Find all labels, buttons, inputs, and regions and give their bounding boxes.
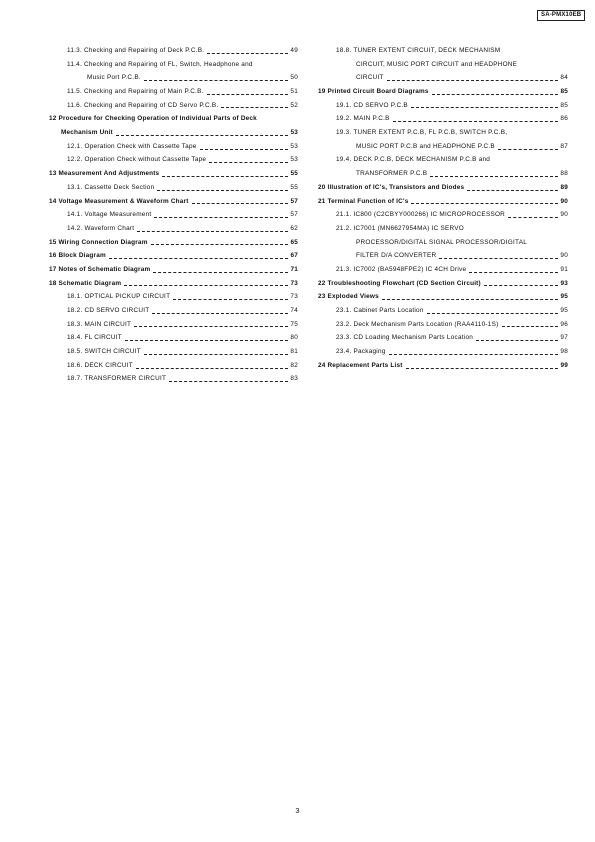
- toc-page-number: 80: [290, 334, 298, 342]
- toc-section-entry[interactable]: [318, 181, 568, 195]
- toc-subsection-entry[interactable]: [318, 345, 568, 359]
- toc-entry-line: [67, 222, 298, 236]
- toc-entry-line: [67, 331, 298, 345]
- toc-subsection-entry[interactable]: [318, 318, 568, 332]
- toc-subsection-entry[interactable]: [318, 331, 568, 345]
- toc-entry-line: [49, 112, 298, 126]
- toc-subsection-entry[interactable]: [318, 208, 568, 222]
- dot-leader: [134, 326, 288, 327]
- toc-column-left: [49, 44, 298, 386]
- dot-leader: [476, 340, 558, 341]
- toc-section-entry[interactable]: [49, 195, 298, 209]
- toc-page-number: 49: [290, 46, 298, 54]
- toc-entry-line: [67, 44, 298, 58]
- toc-entry-title: 11.5. Checking and Repairing of Main P.C.B.: [67, 88, 204, 96]
- dot-leader: [137, 231, 288, 232]
- toc-entry-line: [49, 263, 298, 277]
- toc-entry-title: 18.1. OPTICAL PICKUP CIRCUIT: [67, 293, 171, 301]
- toc-entry-title: 12 Procedure for Checking Operation of Individual Parts of Deck: [49, 115, 257, 123]
- dot-leader: [502, 326, 559, 327]
- dot-leader: [427, 313, 559, 314]
- dot-leader: [109, 258, 289, 259]
- toc-page-number: 81: [290, 348, 298, 356]
- toc-entry-line: [336, 345, 568, 359]
- dot-leader: [151, 244, 289, 245]
- toc-entry-title: 21.3. IC7002 (BA5948FPE2) IC 4CH Drive: [336, 265, 467, 273]
- toc-entry-line: [336, 126, 568, 140]
- dot-leader: [393, 121, 559, 122]
- toc-subsection-entry[interactable]: [318, 44, 568, 85]
- dot-leader: [192, 203, 289, 204]
- toc-section-entry[interactable]: [49, 112, 298, 139]
- toc-entry-title: 13 Measurement And Adjustments: [49, 170, 160, 178]
- toc-entry-line: [336, 71, 568, 85]
- dot-leader: [116, 135, 289, 136]
- toc-entry-line: [49, 249, 298, 263]
- toc-section-entry[interactable]: [49, 167, 298, 181]
- toc-subsection-entry[interactable]: [318, 304, 568, 318]
- toc-entry-line: [336, 236, 568, 250]
- dot-leader: [169, 381, 288, 382]
- toc-subsection-entry[interactable]: [49, 99, 298, 113]
- toc-subsection-entry[interactable]: [318, 154, 568, 181]
- toc-entry-title: 16 Block Diagram: [49, 252, 106, 260]
- dot-leader: [136, 368, 288, 369]
- toc-entry-line: [67, 318, 298, 332]
- toc-subsection-entry[interactable]: [318, 99, 568, 113]
- dot-leader: [200, 149, 289, 150]
- dot-leader: [125, 340, 288, 341]
- dot-leader: [382, 299, 559, 300]
- toc-entry-title: MUSIC PORT P.C.B and HEADPHONE P.C.B: [356, 142, 495, 150]
- toc-page-number: 50: [290, 74, 298, 82]
- toc-entry-line: [318, 277, 568, 291]
- toc-subsection-entry[interactable]: [49, 140, 298, 154]
- toc-page-number: 53: [290, 156, 298, 164]
- toc-page-number: 98: [560, 348, 568, 356]
- toc-page-number: 53: [290, 142, 298, 150]
- toc-subsection-entry[interactable]: [49, 208, 298, 222]
- toc-entry-line: [67, 345, 298, 359]
- toc-page-number: 95: [560, 307, 568, 315]
- toc-section-entry[interactable]: [49, 263, 298, 277]
- toc-subsection-entry[interactable]: [49, 359, 298, 373]
- dot-leader: [467, 190, 558, 191]
- dot-leader: [411, 107, 558, 108]
- toc-entry-title: 19.2. MAIN P.C.B: [336, 115, 390, 123]
- toc-entry-line: [67, 140, 298, 154]
- toc-entry-line: [336, 99, 568, 113]
- toc-subsection-entry[interactable]: [318, 263, 568, 277]
- toc-entry-title: 11.6. Checking and Repairing of CD Servo P.C.B.: [67, 101, 219, 109]
- toc-entry-title: 14 Voltage Measurement & Waveform Chart: [49, 197, 189, 205]
- toc-entry-title: 19.4. DECK P.C.B, DECK MECHANISM P.C.B and: [336, 156, 491, 164]
- dot-leader: [162, 176, 288, 177]
- toc-entry-title: 21 Terminal Function of IC's: [318, 197, 409, 205]
- toc-page-number: 53: [290, 129, 298, 137]
- toc-entry-line: [318, 181, 568, 195]
- toc-entry-title: FILTER D/A CONVERTER: [356, 252, 437, 260]
- toc-page-number: 83: [290, 375, 298, 383]
- toc-subsection-entry[interactable]: [49, 154, 298, 168]
- toc-page-number: 74: [290, 307, 298, 315]
- toc-entry-line: [67, 154, 298, 168]
- toc-page-number: 90: [560, 197, 568, 205]
- toc-page-number: 71: [290, 265, 298, 273]
- toc-entry-title: CIRCUIT: [356, 74, 384, 82]
- toc-entry-title: TRANSFORMER P.C.B: [356, 170, 428, 178]
- toc-entry-title: 18 Schematic Diagram: [49, 279, 122, 287]
- toc-entry-line: [336, 318, 568, 332]
- toc-entry-line: [336, 154, 568, 168]
- toc-section-entry[interactable]: [49, 249, 298, 263]
- toc-page-number: 99: [560, 361, 568, 369]
- toc-page-number: 85: [560, 101, 568, 109]
- dot-leader: [124, 285, 288, 286]
- toc-page-number: 96: [560, 320, 568, 328]
- dot-leader: [157, 190, 288, 191]
- toc-entry-line: [49, 277, 298, 291]
- toc-entry-line: [336, 167, 568, 181]
- toc-subsection-entry[interactable]: [49, 44, 298, 58]
- toc-page-number: 55: [290, 170, 298, 178]
- dot-leader: [439, 258, 558, 259]
- toc-page-number: 95: [560, 293, 568, 301]
- toc-entry-title: 19.3. TUNER EXTENT P.C.B, FL P.C.B, SWITCH P.C.B,: [336, 129, 508, 137]
- toc-entry-title: 18.6. DECK CIRCUIT: [67, 361, 133, 369]
- toc-entry-line: [67, 85, 298, 99]
- toc-subsection-entry[interactable]: [49, 345, 298, 359]
- toc-entry-line: [67, 58, 298, 72]
- toc-subsection-entry[interactable]: [49, 304, 298, 318]
- toc-page-number: 55: [290, 183, 298, 191]
- dot-leader: [508, 217, 558, 218]
- toc-entry-line: [49, 236, 298, 250]
- toc-section-entry[interactable]: [49, 277, 298, 291]
- toc-section-entry[interactable]: [318, 85, 568, 99]
- toc-entry-line: [67, 304, 298, 318]
- toc-subsection-entry[interactable]: [49, 222, 298, 236]
- toc-page-number: 91: [560, 265, 568, 273]
- dot-leader: [144, 80, 289, 81]
- toc-entry-title: 23 Exploded Views: [318, 293, 379, 301]
- toc-page-number: 90: [560, 252, 568, 260]
- toc-entry-line: [67, 373, 298, 387]
- toc-entry-title: 18.4. FL CIRCUIT: [67, 334, 122, 342]
- toc-entry-title: 21.2. IC7001 (MN6627954MA) IC SERVO: [336, 224, 464, 232]
- toc-entry-title: Mechanism Unit: [61, 129, 113, 137]
- toc-entry-title: 13.1. Cassette Deck Section: [67, 183, 155, 191]
- dot-leader: [432, 94, 559, 95]
- toc-entry-title: 12.1. Operation Check with Cassette Tape: [67, 142, 197, 150]
- toc-entry-title: 11.3. Checking and Repairing of Deck P.C.B.: [67, 46, 205, 54]
- toc-subsection-entry[interactable]: [49, 181, 298, 195]
- toc-entry-line: [67, 290, 298, 304]
- toc-subsection-entry[interactable]: [49, 318, 298, 332]
- toc-entry-title: 19.1. CD SERVO P.C.B: [336, 101, 408, 109]
- toc-entry-line: [318, 85, 568, 99]
- toc-entry-line: [336, 331, 568, 345]
- toc-entry-title: 23.2. Deck Mechanism Parts Location (RAA4110-1S): [336, 320, 499, 328]
- toc-entry-title: 18.5. SWITCH CIRCUIT: [67, 348, 141, 356]
- dot-leader: [498, 149, 559, 150]
- dot-leader: [469, 272, 558, 273]
- dot-leader: [221, 107, 288, 108]
- toc-entry-title: 12.2. Operation Check without Cassette Tape: [67, 156, 207, 164]
- toc-page-number: 90: [560, 211, 568, 219]
- toc-page-number: 84: [560, 74, 568, 82]
- toc-page-number: 93: [560, 279, 568, 287]
- toc-page-number: 57: [290, 197, 298, 205]
- toc-entry-line: [336, 222, 568, 236]
- toc-page-number: 62: [290, 224, 298, 232]
- toc-entry-line: [67, 181, 298, 195]
- dot-leader: [152, 313, 288, 314]
- toc-entry-title: 18.8. TUNER EXTENT CIRCUIT, DECK MECHANISM: [336, 46, 501, 54]
- toc-subsection-entry[interactable]: [318, 222, 568, 263]
- toc-entry-title: 23.1. Cabinet Parts Location: [336, 307, 424, 315]
- toc-page-number: 67: [290, 252, 298, 260]
- toc-entry-line: [318, 290, 568, 304]
- toc-subsection-entry[interactable]: [49, 85, 298, 99]
- toc-subsection-entry[interactable]: [49, 290, 298, 304]
- toc-entry-title: 18.7. TRANSFORMER CIRCUIT: [67, 375, 167, 383]
- toc-subsection-entry[interactable]: [318, 112, 568, 126]
- dot-leader: [406, 368, 559, 369]
- toc-page-number: 85: [560, 88, 568, 96]
- toc-entry-line: [49, 195, 298, 209]
- toc-entry-title: 22 Troubleshooting Flowchart (CD Section Circuit): [318, 279, 481, 287]
- toc-entry-line: [336, 140, 568, 154]
- toc-entry-title: 19 Printed Circuit Board Diagrams: [318, 88, 429, 96]
- dot-leader: [207, 53, 288, 54]
- toc-page-number: 86: [560, 115, 568, 123]
- toc-entry-title: Music Port P.C.B.: [87, 74, 141, 82]
- toc-entry-title: 15 Wiring Connection Diagram: [49, 238, 148, 246]
- toc-entry-title: CIRCUIT, MUSIC PORT CIRCUIT and HEADPHONE: [356, 60, 518, 68]
- dot-leader: [153, 272, 288, 273]
- dot-leader: [387, 80, 559, 81]
- toc-section-entry[interactable]: [318, 277, 568, 291]
- toc-entry-title: 21.1. IC800 (C2CBYY000266) IC MICROPROCESSOR: [336, 211, 506, 219]
- toc-page-number: 82: [290, 361, 298, 369]
- dot-leader: [411, 203, 558, 204]
- toc-entry-title: 23.4. Packaging: [336, 348, 386, 356]
- dot-leader: [430, 176, 558, 177]
- toc-subsection-entry[interactable]: [49, 58, 298, 85]
- toc-entry-title: 11.4. Checking and Repairing of FL, Switch, Headphone and: [67, 60, 253, 68]
- dot-leader: [209, 162, 288, 163]
- toc-entry-title: 18.3. MAIN CIRCUIT: [67, 320, 132, 328]
- dot-leader: [207, 94, 289, 95]
- toc-page-number: 88: [560, 170, 568, 178]
- toc-page-number: 57: [290, 211, 298, 219]
- toc-entry-title: 14.2. Waveform Chart: [67, 224, 135, 232]
- toc-page-number: 75: [290, 320, 298, 328]
- dot-leader: [154, 217, 288, 218]
- toc-entry-title: 23.3. CD Loading Mechanism Parts Location: [336, 334, 474, 342]
- toc-column-right: [318, 44, 568, 373]
- toc-entry-title: 20 Illustration of IC's, Transistors and Diodes: [318, 183, 465, 191]
- page-number: 3: [295, 806, 300, 815]
- toc-entry-line: [67, 208, 298, 222]
- model-number-badge: SA-PMX10EB: [537, 10, 585, 21]
- toc-entry-line: [49, 167, 298, 181]
- toc-entry-title: 18.2. CD SERVO CIRCUIT: [67, 307, 150, 315]
- toc-entry-line: [336, 249, 568, 263]
- toc-section-entry[interactable]: [318, 195, 568, 209]
- toc-page-number: 73: [290, 293, 298, 301]
- toc-entry-line: [318, 195, 568, 209]
- toc-entry-line: [336, 208, 568, 222]
- toc-section-entry[interactable]: [49, 236, 298, 250]
- toc-entry-line: [336, 112, 568, 126]
- toc-section-entry[interactable]: [318, 359, 568, 373]
- toc-entry-line: [336, 44, 568, 58]
- toc-entry-title: 14.1. Voltage Measurement: [67, 211, 152, 219]
- dot-leader: [144, 354, 289, 355]
- toc-entry-line: [336, 58, 568, 72]
- toc-subsection-entry[interactable]: [49, 331, 298, 345]
- toc-entry-line: [67, 71, 298, 85]
- toc-page-number: 87: [560, 142, 568, 150]
- toc-section-entry[interactable]: [318, 290, 568, 304]
- toc-page-number: 51: [290, 88, 298, 96]
- toc-page-number: 65: [290, 238, 298, 246]
- toc-entry-line: [67, 99, 298, 113]
- dot-leader: [173, 299, 288, 300]
- dot-leader: [389, 354, 559, 355]
- toc-entry-title: PROCESSOR/DIGITAL SIGNAL PROCESSOR/DIGITAL: [356, 238, 528, 246]
- toc-page-number: 52: [290, 101, 298, 109]
- toc-entry-title: 17 Notes of Schematic Diagram: [49, 265, 151, 273]
- toc-entry-line: [336, 304, 568, 318]
- toc-page-number: 73: [290, 279, 298, 287]
- toc-entry-line: [49, 126, 298, 140]
- dot-leader: [484, 285, 559, 286]
- toc-page-number: 97: [560, 334, 568, 342]
- toc-subsection-entry[interactable]: [49, 373, 298, 387]
- toc-entry-line: [67, 359, 298, 373]
- toc-page-number: 89: [560, 183, 568, 191]
- toc-entry-title: 24 Replacement Parts List: [318, 361, 403, 369]
- toc-subsection-entry[interactable]: [318, 126, 568, 153]
- toc-entry-line: [336, 263, 568, 277]
- toc-entry-line: [318, 359, 568, 373]
